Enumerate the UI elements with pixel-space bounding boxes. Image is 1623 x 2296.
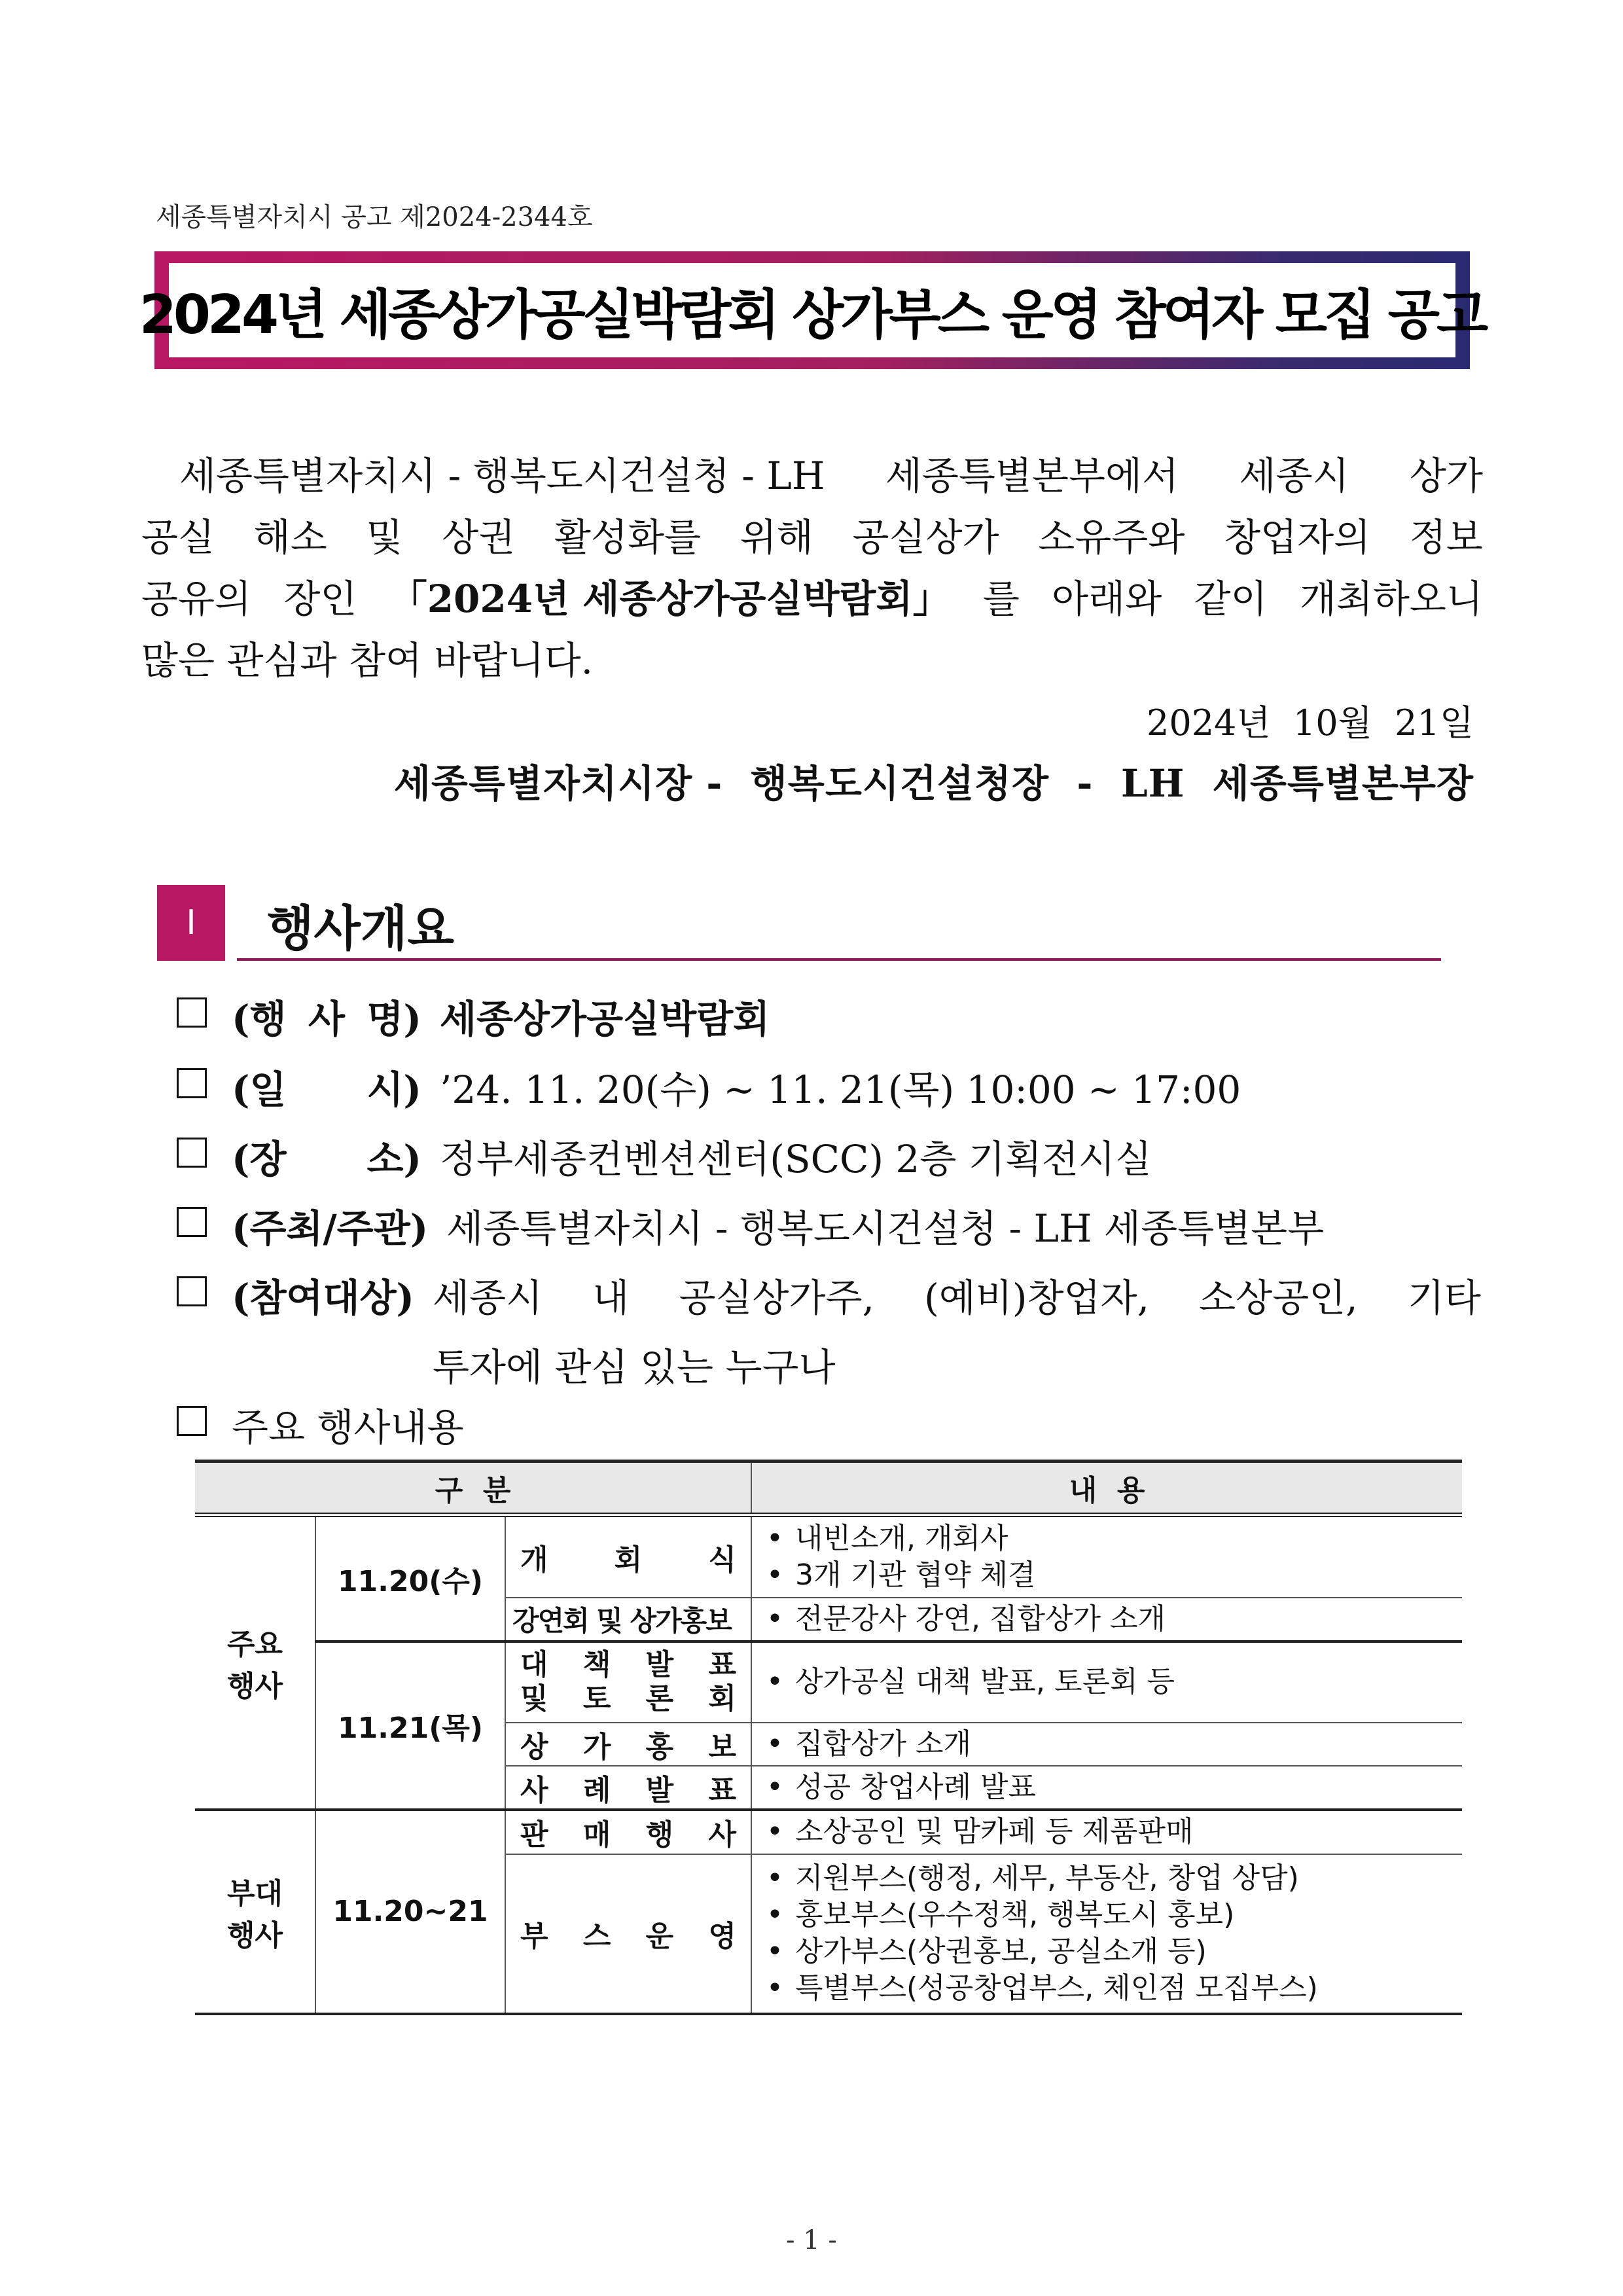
item-value — [433, 1267, 1481, 1391]
item-value: 정부세종컨벤션센터(SCC) 2층 기획전시실 — [440, 1137, 1152, 1181]
list-item: • 전문강사 강연, 집합상가 소개 — [766, 1601, 1448, 1638]
title-inner — [139, 263, 1486, 357]
list-item: • 집합상가 소개 — [766, 1726, 1448, 1763]
section-underline — [237, 958, 1441, 961]
intro-word: 세종특별자치시 - 행복도시건설청 - LH — [179, 454, 825, 498]
intro-word: 정보 — [1409, 515, 1483, 560]
table-row — [195, 1641, 1462, 1723]
intro-word: 활성화를 — [554, 515, 702, 560]
event-schedule-table — [195, 1460, 1462, 2015]
intro-line-2 — [141, 507, 1483, 568]
table-row — [195, 1810, 1462, 1854]
notice-number: 세종특별자치시 공고 제2024-2344호 — [156, 202, 593, 232]
overview-item-target — [177, 1267, 1481, 1391]
checkbox-square-icon — [177, 1068, 207, 1098]
intro-word: 같이 — [1194, 577, 1268, 621]
checkbox-square-icon — [177, 1276, 207, 1306]
section-number-badge: Ⅰ — [157, 885, 225, 961]
overview-item-place — [177, 1128, 1152, 1183]
list-item: • 성공 창업사례 발표 — [766, 1769, 1448, 1806]
table-header: 구 분 — [195, 1462, 751, 1515]
checkbox-square-icon — [177, 997, 207, 1028]
item-label: (행 사 명) — [232, 997, 421, 1041]
intro-word: 아래와 — [1052, 577, 1162, 621]
subcategory-cell: 사 례 발 표 — [505, 1766, 751, 1810]
checkbox-square-icon — [177, 1406, 207, 1436]
intro-word: 세종특별본부에서 — [885, 454, 1179, 498]
intro-word: 장인 — [283, 577, 357, 621]
section-title: 행사개요 — [267, 901, 454, 957]
intro-word: 공실상가 — [852, 515, 999, 560]
checkbox-square-icon — [177, 1138, 207, 1168]
intro-word: 및 — [366, 515, 403, 560]
content-cell — [751, 1598, 1462, 1641]
item-label: (참여대상) — [232, 1276, 414, 1320]
checkbox-square-icon — [177, 1207, 207, 1237]
subcategory-cell: 판 매 행 사 — [505, 1810, 751, 1854]
announcement-date: 2024년 10월 21일 — [1146, 702, 1474, 744]
overview-item-datetime — [177, 1059, 1241, 1114]
intro-paragraph — [141, 445, 1483, 691]
intro-word: 위해 — [740, 515, 813, 560]
list-item: • 3개 기관 협약 체결 — [766, 1557, 1448, 1594]
intro-word: 개최하오니 — [1299, 577, 1483, 621]
content-cell — [751, 1810, 1462, 1854]
list-item: • 홍보부스(우수정책, 행복도시 홍보) — [766, 1897, 1448, 1933]
subcategory-cell: 부 스 운 영 — [505, 1854, 751, 2014]
item-label: (일 시) — [232, 1067, 421, 1112]
list-item: • 상가공실 대책 발표, 토론회 등 — [766, 1664, 1448, 1700]
signers: 세종특별자치시장 - 행복도시건설청장 - LH 세종특별본부장 — [393, 761, 1474, 806]
intro-word: 상가 — [1409, 454, 1483, 498]
date-cell: 11.20(수) — [315, 1515, 505, 1641]
intro-word: 세종시 — [1239, 454, 1349, 498]
content-cell — [751, 1515, 1462, 1598]
list-item: • 상가부스(상권홍보, 공실소개 등) — [766, 1933, 1448, 1970]
table-row — [195, 1515, 1462, 1598]
content-cell — [751, 1766, 1462, 1810]
intro-event-name: 「2024년 세종상가공실박람회」 — [389, 577, 951, 621]
target-line-2: 투자에 관심 있는 누구나 — [433, 1345, 836, 1390]
table-header-row — [195, 1462, 1462, 1515]
item-value: 세종특별자치시 - 행복도시건설청 - LH 세종특별본부 — [446, 1206, 1325, 1251]
document-title: 2024년 세종상가공실박람회 상가부스 운영 참여자 모집 공고 — [139, 283, 1486, 346]
content-cell — [751, 1641, 1462, 1723]
overview-item-main-contents — [177, 1397, 464, 1452]
date-cell: 11.21(목) — [315, 1641, 505, 1810]
intro-word: 상권 — [442, 515, 516, 560]
list-item: • 내빈소개, 개회사 — [766, 1520, 1448, 1557]
content-cell — [751, 1854, 1462, 2014]
subcategory-cell: 개 회 식 — [505, 1515, 751, 1598]
intro-word: 창업자의 — [1224, 515, 1371, 560]
item-label: (장 소) — [232, 1137, 421, 1181]
intro-word: 소유주와 — [1038, 515, 1185, 560]
target-line-1: 세종시 내 공실상가주, (예비)창업자, 소상공인, 기타 — [433, 1276, 1481, 1320]
content-cell — [751, 1723, 1462, 1766]
intro-word: 공유의 — [141, 577, 252, 621]
date-cell: 11.20~21 — [315, 1810, 505, 2014]
item-label: 주요 행사내용 — [232, 1405, 464, 1450]
category-cell: 주요 행사 — [195, 1515, 315, 1810]
item-value: ’24. 11. 20(수) ~ 11. 21(목) 10:00 ~ 17:00 — [440, 1067, 1241, 1112]
intro-line-1 — [141, 445, 1483, 507]
intro-word: 를 — [982, 577, 1020, 621]
table-header: 내 용 — [751, 1462, 1462, 1515]
page-number: - 1 - — [786, 2225, 837, 2255]
intro-line-3 — [141, 568, 1483, 630]
overview-item-name — [177, 988, 770, 1043]
intro-word: 공실 — [141, 515, 215, 560]
item-value: 세종상가공실박람회 — [440, 997, 770, 1041]
overview-item-host — [177, 1198, 1324, 1253]
subcategory-cell: 강연회 및 상가홍보 — [505, 1598, 751, 1641]
category-cell: 부대 행사 — [195, 1810, 315, 2014]
title-banner — [139, 251, 1486, 369]
item-label: (주최/주관) — [232, 1206, 429, 1251]
list-item: • 소상공인 및 맘카페 등 제품판매 — [766, 1814, 1448, 1850]
subcategory-cell: 대 책 발 표 및 토 론 회 — [505, 1641, 751, 1723]
list-item: • 특별부스(성공창업부스, 체인점 모집부스) — [766, 1970, 1448, 2007]
intro-word: 해소 — [253, 515, 327, 560]
subcategory-cell: 상 가 홍 보 — [505, 1723, 751, 1766]
intro-line-4: 많은 관심과 참여 바랍니다. — [141, 638, 594, 683]
list-item: • 지원부스(행정, 세무, 부동산, 창업 상담) — [766, 1860, 1448, 1897]
